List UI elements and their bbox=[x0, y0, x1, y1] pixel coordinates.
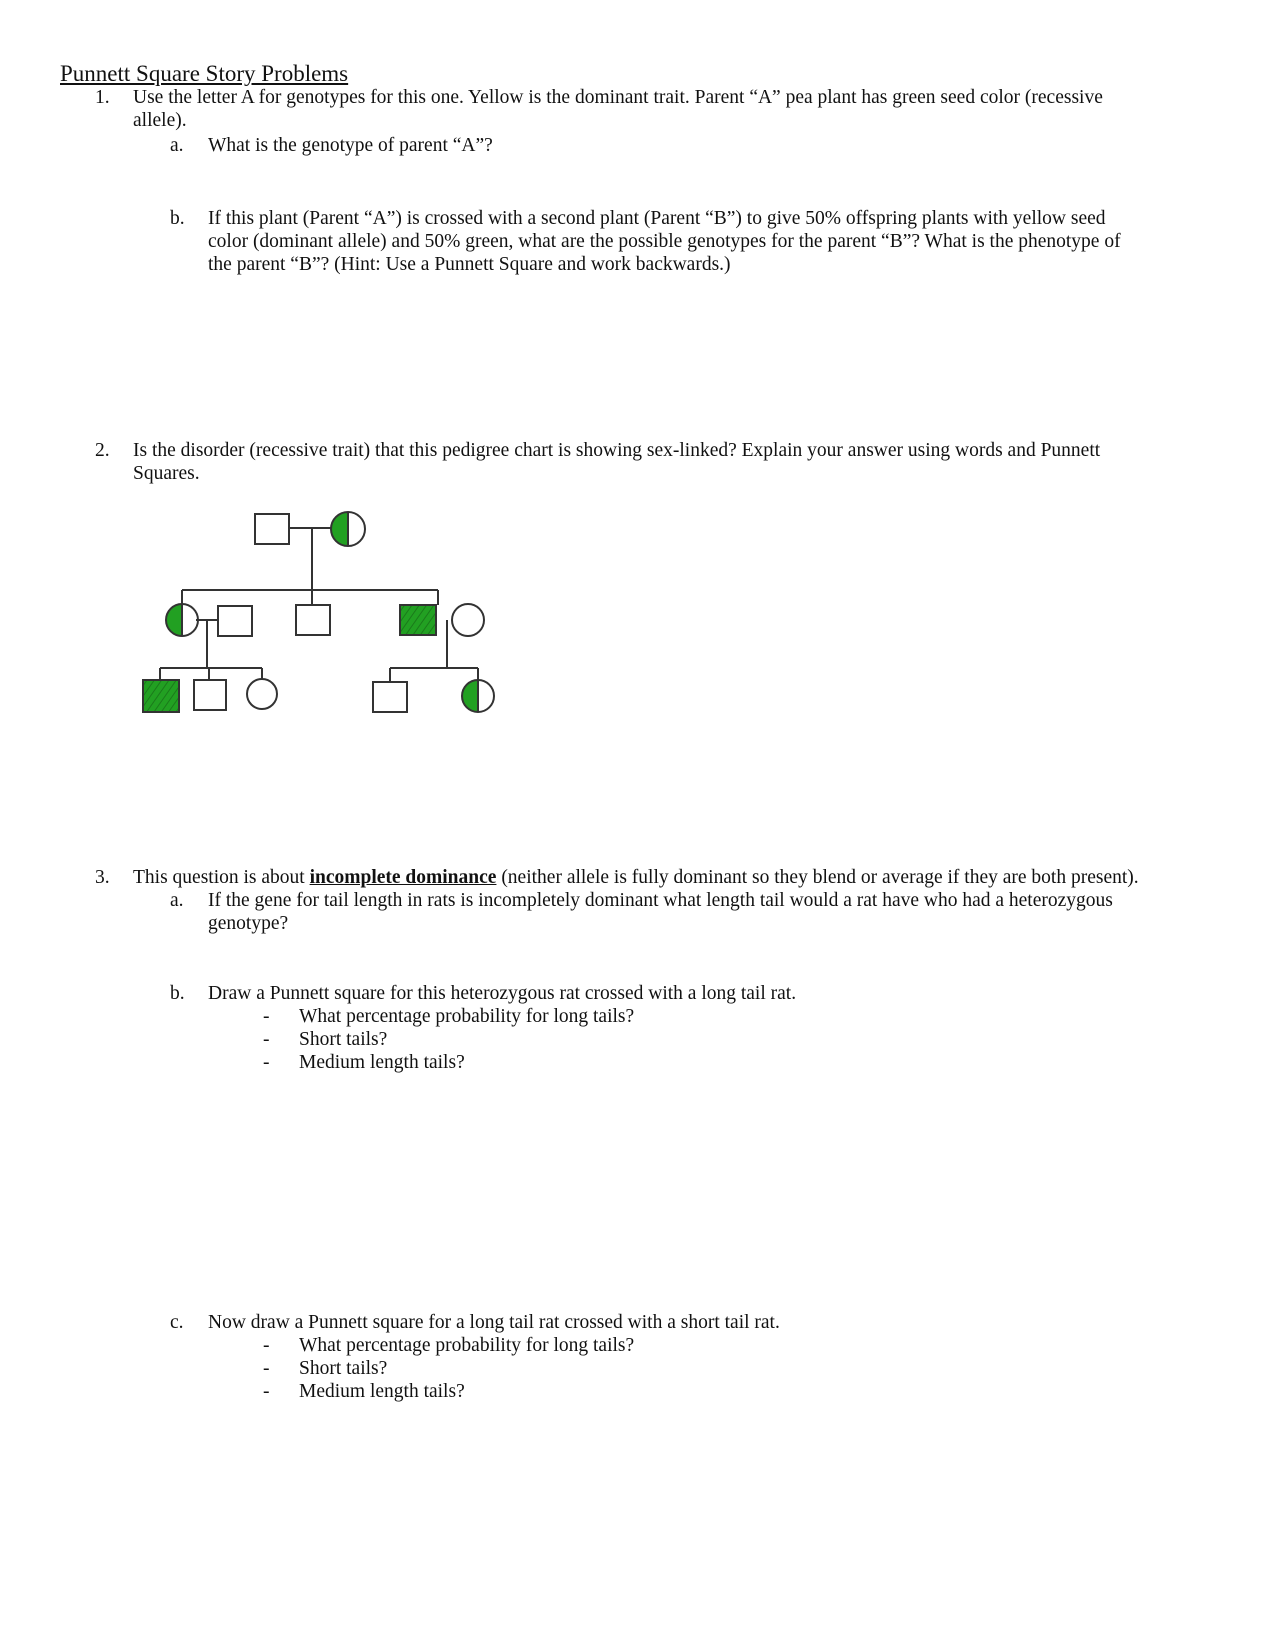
page-title: Punnett Square Story Problems bbox=[60, 61, 349, 86]
q1-number: 1. bbox=[95, 87, 110, 108]
q1a-label: a. bbox=[170, 135, 184, 156]
gen3-male-right bbox=[373, 682, 407, 712]
q3b-bullet-1: What percentage probability for long tails? bbox=[299, 1006, 635, 1027]
q3c-bullet-1: What percentage probability for long tails? bbox=[299, 1335, 635, 1356]
q3b-text: Draw a Punnett square for this heterozygous rat crossed with a long tail rat. bbox=[208, 983, 797, 1004]
q3-text-post: (neither allele is fully dominant so they blend or average if they are both present). bbox=[496, 867, 1139, 888]
gen2-female-carrier bbox=[166, 604, 198, 636]
q1a-text: What is the genotype of parent “A”? bbox=[208, 135, 493, 156]
q3b-bullet-3: Medium length tails? bbox=[299, 1052, 465, 1073]
q2-line2: Squares. bbox=[133, 463, 200, 484]
q3c-bullet-1-dash: - bbox=[263, 1335, 270, 1356]
q3a-line2: genotype? bbox=[208, 913, 289, 934]
gen2-male bbox=[296, 605, 330, 635]
gen2-male-spouse bbox=[218, 606, 252, 636]
q3a-line1: If the gene for tail length in rats is incompletely dominant what length tail would a rat have who had a heterozygous bbox=[208, 890, 1113, 911]
gen2-male-affected bbox=[400, 605, 436, 635]
gen2-female-spouse bbox=[452, 604, 484, 636]
q3-text-pre: This question is about bbox=[133, 867, 310, 888]
q1-text-line1: Use the letter A for genotypes for this one. Yellow is the dominant trait. Parent “A” pea plant has green seed color (recessive bbox=[133, 87, 1103, 108]
q1b-label: b. bbox=[170, 208, 185, 229]
q3b-bullet-2: Short tails? bbox=[299, 1029, 388, 1050]
q1b-line1: If this plant (Parent “A”) is crossed with a second plant (Parent “B”) to give 50% offspring plants with yellow seed bbox=[208, 208, 1106, 229]
q1b-line3: the parent “B”? (Hint: Use a Punnett Square and work backwards.) bbox=[208, 254, 731, 275]
q3b-bullet-1-dash: - bbox=[263, 1006, 270, 1027]
gen1-male bbox=[255, 514, 289, 544]
q3c-bullet-3: Medium length tails? bbox=[299, 1381, 465, 1402]
gen3-male bbox=[194, 680, 226, 710]
q3b-bullet-3-dash: - bbox=[263, 1052, 270, 1073]
q3c-text: Now draw a Punnett square for a long tail rat crossed with a short tail rat. bbox=[208, 1312, 780, 1333]
q3b-bullet-2-dash: - bbox=[263, 1029, 270, 1050]
q1-text-line2: allele). bbox=[133, 110, 187, 131]
gen1-female-carrier bbox=[331, 512, 365, 546]
q3-emphasis: incomplete dominance bbox=[309, 867, 497, 888]
q2-line1: Is the disorder (recessive trait) that this pedigree chart is showing sex-linked? Explain your answer using words and Punnett bbox=[133, 440, 1101, 461]
q3c-bullet-3-dash: - bbox=[263, 1381, 270, 1402]
q1b-line2: color (dominant allele) and 50% green, what are the possible genotypes for the parent “B”? What is the phenotype of bbox=[208, 231, 1121, 252]
q3c-bullet-2-dash: - bbox=[263, 1358, 270, 1379]
q2-number: 2. bbox=[95, 440, 110, 461]
q3a-label: a. bbox=[170, 890, 184, 911]
gen3-female-carrier bbox=[462, 680, 494, 712]
q3-text bbox=[133, 866, 1139, 889]
q3c-label: c. bbox=[170, 1312, 184, 1333]
q3-number: 3. bbox=[95, 867, 110, 888]
gen3-female bbox=[247, 679, 277, 709]
gen3-male-affected bbox=[143, 680, 179, 712]
q3c-bullet-2: Short tails? bbox=[299, 1358, 388, 1379]
q3b-label: b. bbox=[170, 983, 185, 1004]
